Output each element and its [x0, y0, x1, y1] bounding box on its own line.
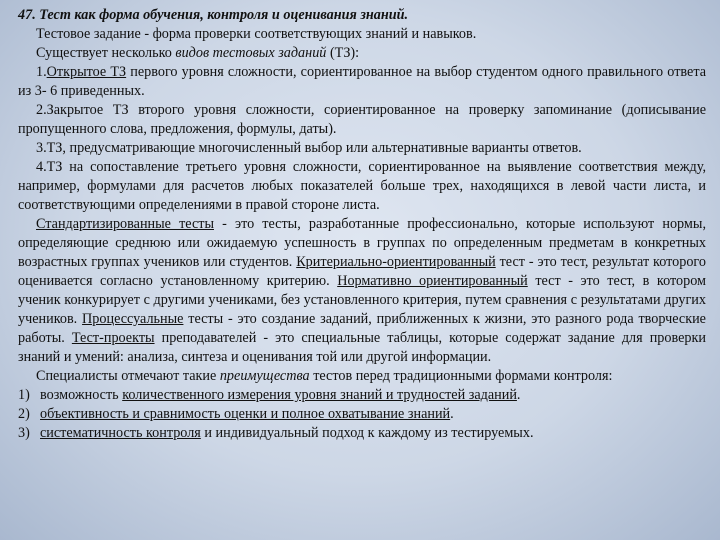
text-criterion: тест - это тест, результат которого оценивается согласно установленному критерию.	[18, 254, 706, 289]
list-item-text	[40, 386, 706, 405]
paragraph-test-kinds	[18, 215, 706, 367]
type-item-1-text: первого уровня сложности, сориентированное на выбор студентом одного правильного ответа из 3- 6 приведенных.	[18, 64, 706, 99]
list-item-underlined: объективность и сравнимость оценки и полное охватывание знаний	[40, 406, 451, 422]
paragraph-definition: Тестовое задание - форма проверки соответствующих знаний и навыков.	[36, 26, 477, 42]
paragraph-advantages	[18, 367, 706, 386]
list-item-number: 1)	[18, 387, 30, 403]
paragraph-types-intro	[18, 44, 706, 63]
list-item-underlined: систематичность контроля	[40, 425, 201, 441]
term-criterion: Критериально-ориентированный	[296, 254, 496, 270]
list-item	[18, 405, 706, 424]
list-item-number: 2)	[18, 406, 30, 422]
type-item-2: 2.Закрытое ТЗ второго уровня сложности, сориентированное на проверку запоминание (дописывание пропущенного слова, предложения, формулы, даты).	[18, 102, 706, 137]
type-item-1-term: Открытое ТЗ	[46, 64, 127, 80]
advantages-intro: Специалисты отмечают такие	[36, 368, 220, 384]
list-item	[18, 424, 706, 443]
list-item-underlined: количественного измерения уровня знаний и трудностей заданий	[122, 387, 517, 403]
list-item-suffix: и индивидуальный подход к каждому из тестируемых.	[200, 425, 534, 441]
list-item-text	[40, 424, 706, 443]
list-item-suffix: .	[450, 406, 454, 422]
list-item-number: 3)	[18, 425, 30, 441]
slide-heading: 47. Тест как форма обучения, контроля и оценивания знаний.	[18, 7, 409, 23]
advantages-suffix: тестов перед традиционными формами контроля:	[309, 368, 613, 384]
list-item-suffix: .	[516, 387, 521, 403]
term-procedural: Процессуальные	[82, 311, 184, 327]
types-intro-suffix: (ТЗ):	[326, 45, 360, 61]
types-intro-text: Существует несколько	[36, 45, 176, 61]
type-item-3: 3.ТЗ, предусматривающие многочисленный выбор или альтернативные варианты ответов.	[36, 140, 582, 156]
text-test-projects: преподавателей - это специальные таблицы, которые содержат задание для проверки знаний и умений: анализа, синтеза и оценивания той или другой информации.	[18, 330, 706, 365]
term-standardized: Стандартизированные тесты	[36, 216, 214, 232]
text-normative: тест - это тест, в котором ученик конкурирует с другими учениками, без установленного критерия, путем сравнения с результатами других учеников.	[18, 273, 706, 327]
list-item	[18, 386, 706, 405]
text-standardized: - это тесты, разработанные профессионально, которые используют нормы, определяющие среднюю или ожидаемую успешность в группах по определенным предметам в конкретных возрастных группах учеников или студентов.	[18, 216, 706, 270]
list-item-prefix: возможность	[40, 387, 123, 403]
slide-text	[18, 6, 706, 443]
type-item-4: 4.ТЗ на сопоставление третьего уровня сложности, сориентированное на выявление соответствия между, например, формулами для расчетов любых показателей больше трех, находящихся в левой части листа, и соответствующими определениями в правой стороне листа.	[18, 159, 706, 213]
type-item-1-number: 1.	[36, 64, 47, 80]
types-term: видов тестовых заданий	[175, 45, 327, 61]
term-test-projects: Тест-проекты	[71, 330, 155, 346]
advantages-term: преимущества	[219, 368, 310, 384]
type-item-1	[18, 63, 706, 101]
list-item-text	[40, 405, 706, 424]
text-procedural: тесты - это создание заданий, приближенных к жизни, это разного рода творческие работы.	[18, 311, 706, 346]
term-normative: Нормативно ориентированный	[337, 273, 528, 289]
